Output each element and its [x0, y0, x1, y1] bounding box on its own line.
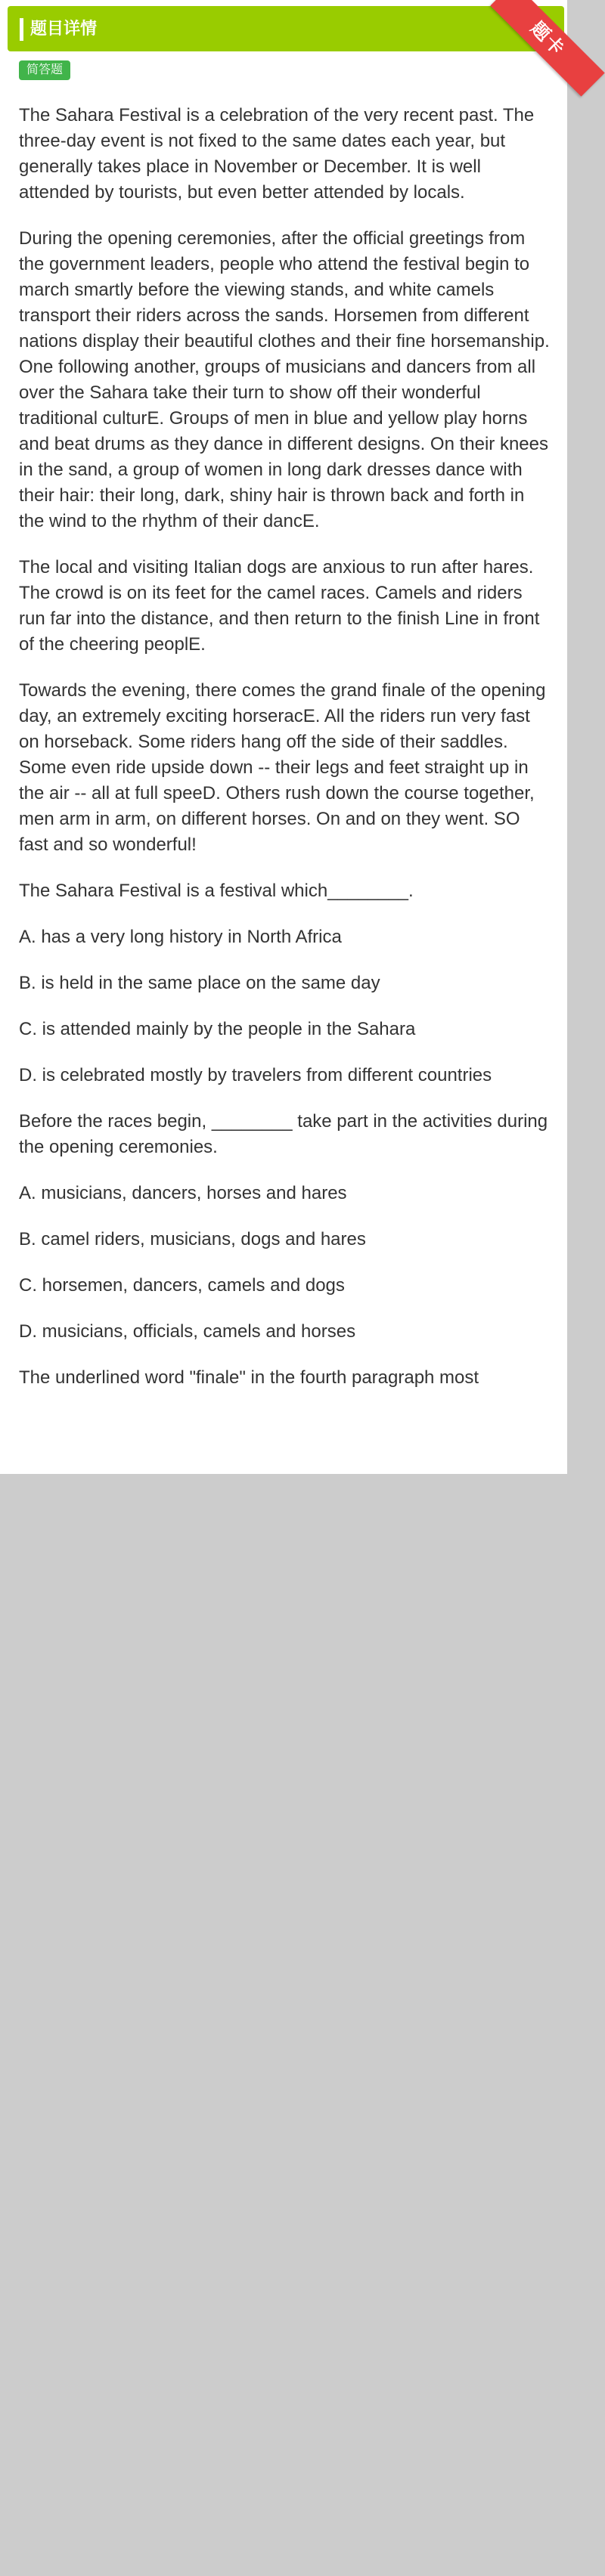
question-2-option-a: A. musicians, dancers, horses and hares: [19, 1183, 347, 1203]
page-title: 题目详情: [30, 19, 98, 38]
question-type-badge: 简答题: [19, 60, 70, 80]
question-1-option-a: A. has a very long history in North Africa: [19, 927, 342, 947]
passage-paragraph-2: During the opening ceremonies, after the official greetings from the government leaders, people who attend the festival begin to march smartly before the viewing stands, and white camels transport their riders across the sands. Horsemen from different nations display their beautiful clothes and their fine horsemanship. One following another, groups of musicians and dancers from all over the Sahara take their turn to show off their wonderful traditional culturE. Groups of men in blue and yellow play horns and beat drums as they dance in different designs. On their knees in the sand, a group of women in long dark dresses dance with their hair: their long, dark, shiny hair is thrown back and forth in the wind to the rhythm of their dancE.: [19, 228, 550, 531]
question-1-option-c: C. is attended mainly by the people in the Sahara: [19, 1019, 416, 1039]
header-bar: [8, 6, 569, 60]
header-accent-bar: [20, 18, 23, 41]
question-card-ribbon[interactable]: [481, 6, 569, 78]
passage-paragraph-1: The Sahara Festival is a celebration of the very recent past. The three-day event is not fixed to the same dates each year, but generally takes place in November or December. It is well attended by tourists, but even better attended by locals.: [19, 105, 535, 203]
question-2-option-d: D. musicians, officials, camels and horses: [19, 1321, 356, 1342]
question-1-option-b: B. is held in the same place on the same day: [19, 973, 380, 993]
passage-paragraph-4: Towards the evening, there comes the grand finale of the opening day, an extremely exciting horseracE. All the riders run very fast on horseback. Some riders hang off the side of their saddles. Some even ride upside down -- their legs and feet straight up in the air -- all at full speeD. Others rush down the course together, men arm in arm, on different horses. On and on they went. SO fast and so wonderful!: [19, 680, 546, 855]
question-3-stem: The underlined word "finale" in the fourth paragraph most: [19, 1367, 479, 1388]
question-card-button[interactable]: 题卡: [490, 0, 604, 97]
question-2-option-c: C. horsemen, dancers, camels and dogs: [19, 1275, 345, 1296]
question-content: [19, 103, 552, 1411]
question-2-stem: Before the races begin, ________ take part in the activities during the opening ceremonies.: [19, 1111, 548, 1157]
question-1-option-d: D. is celebrated mostly by travelers from different countries: [19, 1065, 492, 1085]
question-2-option-b: B. camel riders, musicians, dogs and hares: [19, 1229, 366, 1249]
question-1-stem: The Sahara Festival is a festival which________.: [19, 881, 414, 901]
passage-paragraph-3: The local and visiting Italian dogs are anxious to run after hares. The crowd is on its feet for the camel races. Camels and riders run far into the distance, and then return to the finish Line in front of the cheering peoplE.: [19, 557, 540, 655]
